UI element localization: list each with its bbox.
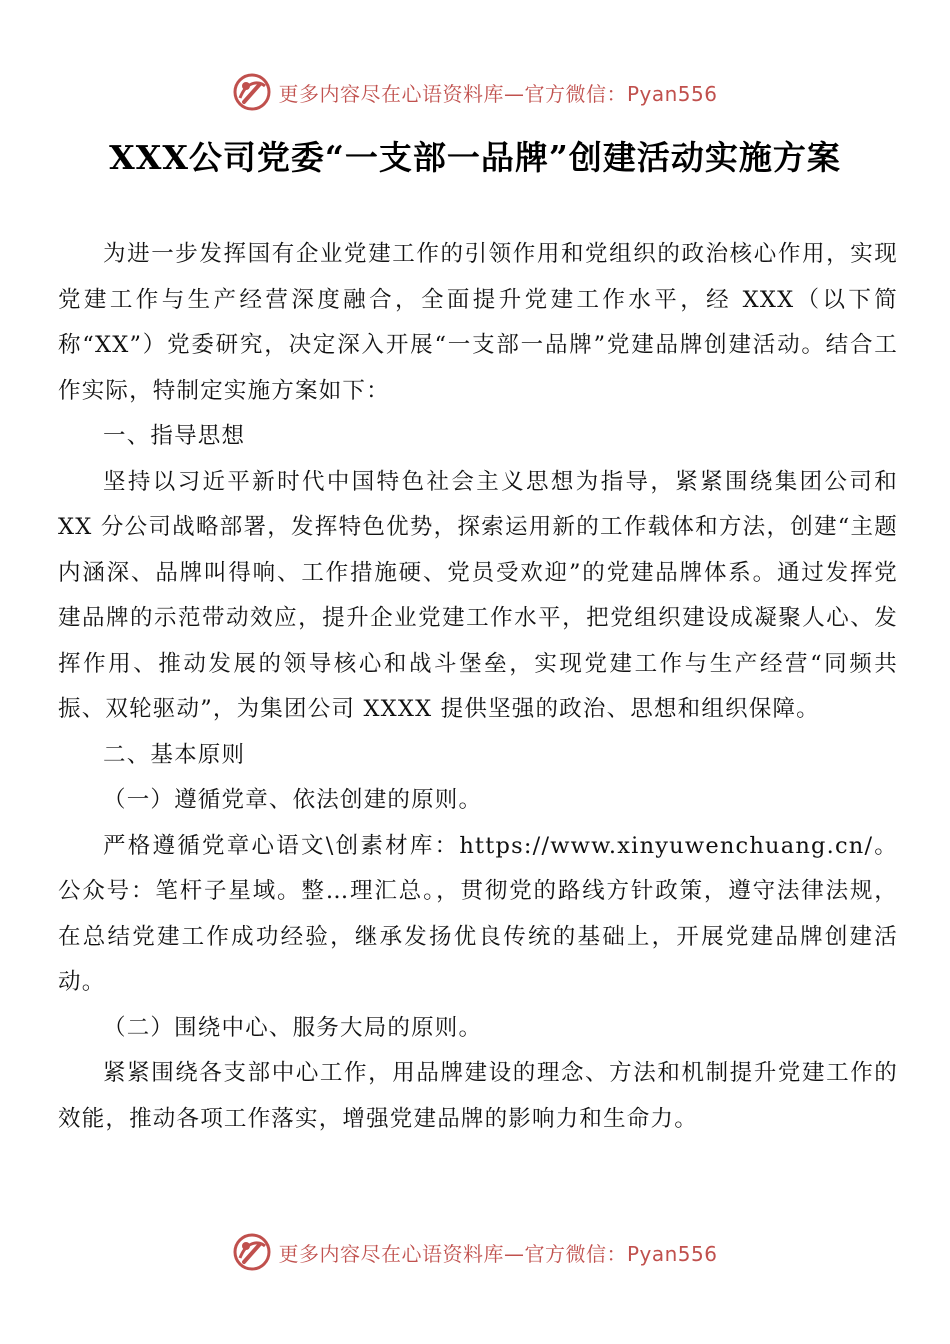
footer-watermark [0,1230,950,1274]
principle-2-paragraph: 紧紧围绕各支部中心工作，用品牌建设的理念、方法和机制提升党建工作的效能，推动各项工作落实，增强党建品牌的影响力和生命力。 [58,1060,898,1132]
intro-paragraph: 为进一步发挥国有企业党建工作的引领作用和党组织的政治核心作用，实现党建工作与生产经营深度融合，全面提升党建工作水平，经 XXX（以下简称“XX”）党委研究，决定深入开展“一支部一品牌”党建品牌创建活动。结合工作实际，特制定实施方案如下： [58,241,898,404]
seal-logo-icon [232,1232,272,1272]
principle-1-heading: （一）遵循党章、依法创建的原则。 [103,787,483,813]
document-body [58,232,898,1142]
seal-logo-icon [232,72,272,112]
page-title: XXX公司党委“一支部一品牌”创建活动实施方案 [109,138,841,177]
header-watermark [0,70,950,114]
section-heading-basic-principles: 二、基本原则 [103,741,246,768]
section-heading-guiding-ideology: 一、指导思想 [103,423,246,449]
watermark-text: 更多内容尽在心语资料库—官方微信：Pyan556 [278,1241,718,1266]
guiding-ideology-paragraph: 坚持以习近平新时代中国特色社会主义思想为指导，紧紧围绕集团公司和 XX 分公司战略部署，发挥特色优势，探索运用新的工作载体和方法，创建“主题内涵深、品牌叫得响、工作措施硬、党员受欢迎”的党建品牌体系。通过发挥党建品牌的示范带动效应，提升企业党建工作水平，把党组织建设成凝聚人心、发挥作用、推动发展的领导核心和战斗堡垒，实现党建工作与生产经营“同频共振、双轮驱动”，为集团公司 XXXX 提供坚强的政治、思想和组织保障。 [58,468,898,722]
principle-1-paragraph: 严格遵循党章心语文\创素材库：https://www.xinyuwenchuang.cn/。公众号：笔杆子星域。整…理汇总。，贯彻党的路线方针政策，遵守法律法规，在总结党建工作成功经验，继承发扬优良传统的基础上，开展党建品牌创建活动。 [58,832,898,995]
principle-2-heading: （二）围绕中心、服务大局的原则。 [103,1014,483,1041]
watermark-text: 更多内容尽在心语资料库—官方微信：Pyan556 [278,81,718,106]
